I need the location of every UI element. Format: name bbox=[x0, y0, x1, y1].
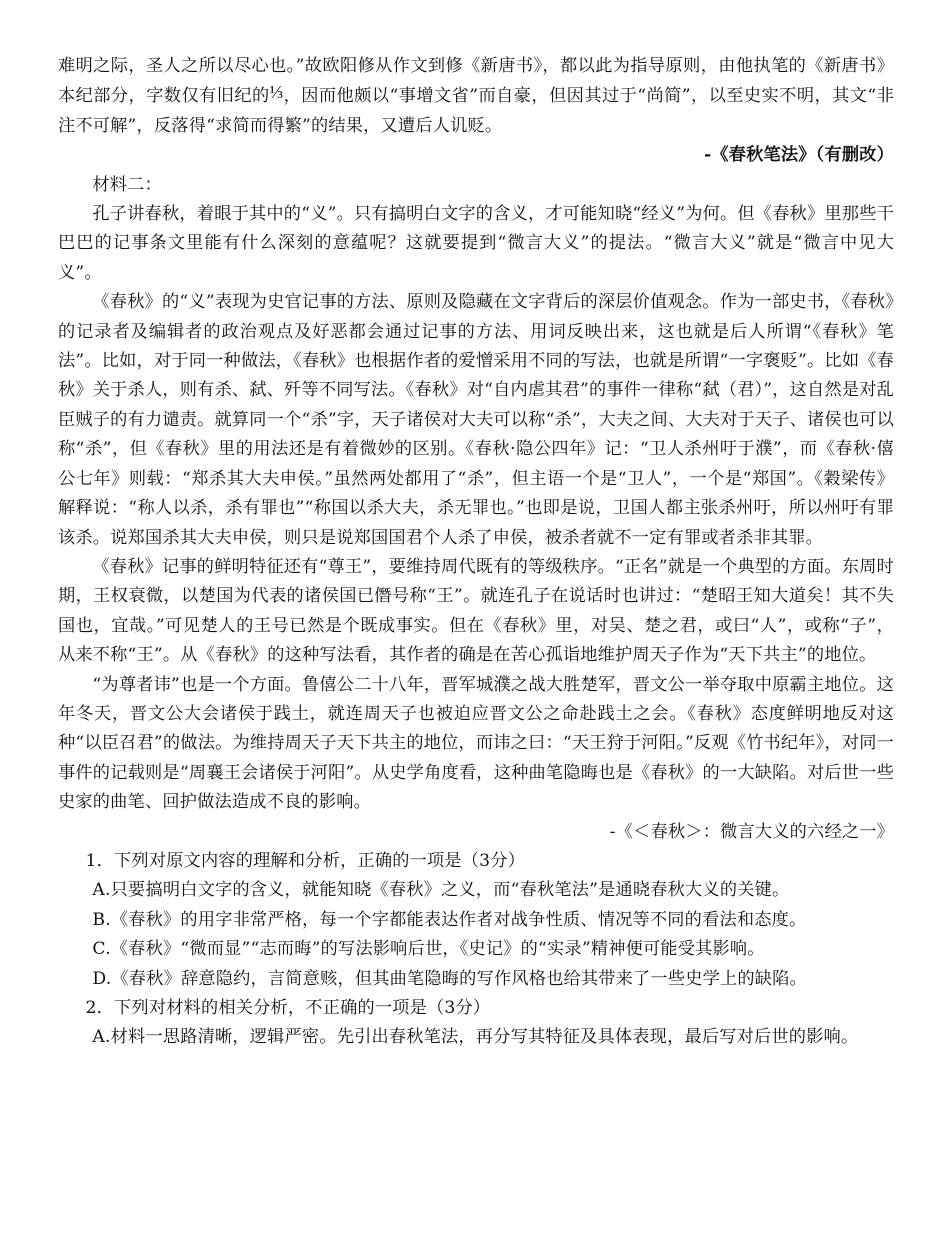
paragraph-1: 孔子讲春秋，着眼于其中的“义”。只有搞明白文字的含义，才可能知晓“经义”为何。但《春秋》里那些干巴巴的记事条文里能有什么深刻的意蕴呢？这就要提到“微言大义”的提法。“微言大义”就是“微言中见大义”。 bbox=[58, 204, 894, 283]
question-1-option-c: C.《春秋》“微而显”“志而晦”的写法影响后世，《史记》的“实录”精神便可能受其影响。 bbox=[92, 939, 765, 960]
source-citation-2: -《＜春秋＞：微言大义的六经之一》 bbox=[609, 821, 894, 842]
question-1-option-a: A.只要搞明白文字的含义，就能知晓《春秋》之义，而“春秋笔法”是通晓春秋大义的关键。 bbox=[92, 880, 790, 901]
question-2-stem: 2．下列对材料的相关分析，不正确的一项是（3分） bbox=[85, 998, 491, 1018]
source-citation-1: -《春秋笔法》（有删改） bbox=[704, 145, 894, 166]
material1-text-a: 难明之际，圣人之所以尽心也。”故欧阳修从作文到修《新唐书》，都以此为指导原则，由他执笔的《新唐书》本纪部分，字数仅有旧纪的 bbox=[58, 56, 894, 107]
material2-label: 材料二： bbox=[92, 174, 162, 195]
question-1-stem: 1．下列对原文内容的理解和分析，正确的一项是（3分） bbox=[85, 850, 526, 871]
paragraph-4: “为尊者讳”也是一个方面。鲁僖公二十八年，晋军城濮之战大胜楚军，晋文公一举夺取中原霸主地位。这年冬天，晋文公大会诸侯于践土，就连周天子也被迫应晋文公之命赴践土之会。《春秋》态度鲜明地反对这种“以臣召君”的做法。为维持周天子天下共主的地位，而讳之曰：“天王狩于河阳。”反观《竹书纪年》，对同一事件的记载则是“周襄王会诸侯于河阳”。从史学角度看，这种曲笔隐晦也是《春秋》的一大缺陷。对后世一些史家的曲笔、回护做法造成不良的影响。 bbox=[58, 674, 894, 813]
question-2-option-a: A.材料一思路清晰，逻辑严密。先引出春秋笔法，再分写其特征及具体表现，最后写对后世的影响。 bbox=[92, 1027, 859, 1048]
document-page bbox=[58, 52, 894, 1053]
fraction-one-third: ⅓ bbox=[269, 82, 284, 103]
material1-text-b: ，因而他颇以“事增文省”而自豪，但因其过于“尚简”，以至史实不明，其文“非注不可解”，反落得“求简而得繁”的结果，又遭后人讥贬。 bbox=[58, 86, 894, 136]
paragraph-3: 《春秋》记事的鲜明特征还有“尊王”，要维持周代既有的等级秩序。“正名”就是一个典型的方面。东周时期，王权衰微，以楚国为代表的诸侯国已僭号称“王”。就连孔子在说话时也讲过：“楚昭王知大道矣！其不失国也，宜哉。”可见楚人的王号已然是个既成事实。但在《春秋》里，对吴、楚之君，或曰“人”，或称“子”，从来不称“王”。从《春秋》的这种写法看，其作者的确是在苦心孤诣地维护周天子作为“天下共主”的地位。 bbox=[58, 556, 894, 666]
paragraph-2: 《春秋》的“义”表现为史官记事的方法、原则及隐藏在文字背后的深层价值观念。作为一部史书，《春秋》的记录者及编辑者的政治观点及好恶都会通过记事的方法、用词反映出来，这也就是后人所谓“《春秋》笔法”。比如，对于同一种做法，《春秋》也根据作者的爱憎采用不同的写法，也就是所谓“一字褒贬”。比如《春秋》关于杀人，则有杀、弑、歼等不同写法。《春秋》对“自内虐其君”的事件一律称“弑（君）”，这自然是对乱臣贼子的有力谴责。就算同一个“杀”字，天子诸侯对大夫可以称“杀”，大夫之间、大夫对于天子、诸侯也可以称“杀”，但《春秋》里的用法还是有着微妙的区别。《春秋·隐公四年》记：“卫人杀州吁于濮”，而《春秋·僖公七年》则载：“郑杀其大夫申侯。”虽然两处都用了“杀”，但主语一个是“卫人”，一个是“郑国”。《穀梁传》解释说：“称人以杀，杀有罪也”“称国以杀大夫，杀无罪也。”也即是说，卫国人都主张杀州吁，所以州吁有罪该杀。说郑国杀其大夫申侯，则只是说郑国国君个人杀了申侯，被杀者就不一定有罪或者杀非其罪。 bbox=[58, 292, 894, 548]
material1-tail bbox=[58, 52, 894, 141]
question-1-option-b: B.《春秋》的用字非常严格，每一个字都能表达作者对战争性质、情况等不同的看法和态度。 bbox=[92, 909, 807, 930]
question-1-option-d: D.《春秋》辞意隐约，言简意赅，但其曲笔隐晦的写作风格也给其带来了一些史学上的缺陷。 bbox=[92, 968, 807, 989]
